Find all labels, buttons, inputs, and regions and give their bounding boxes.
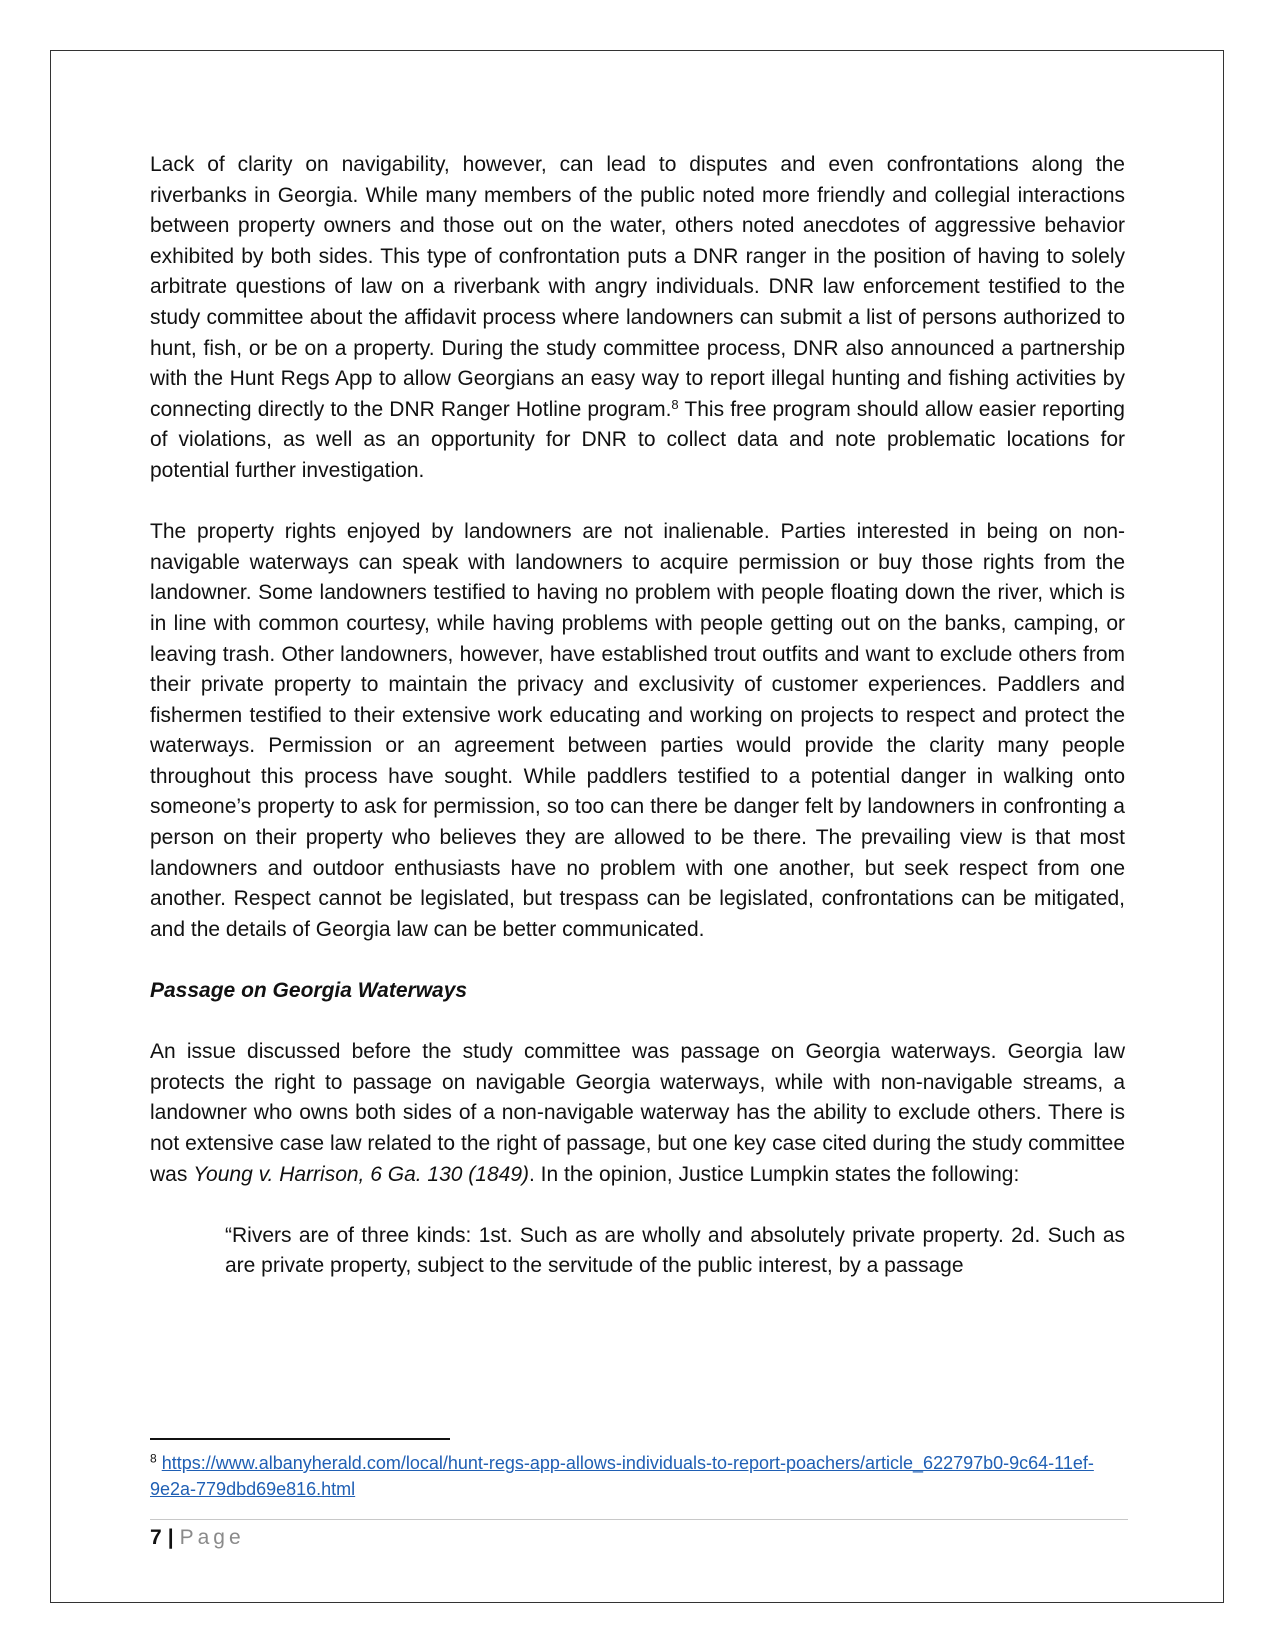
footer-divider [150, 1519, 1128, 1520]
page-footer [150, 1523, 245, 1553]
paragraph-gap [150, 1007, 1125, 1038]
block-quote: “Rivers are of three kinds: 1st. Such as are wholly and absolutely private property. 2d. Such as are private property, subject to the servitude of the public interest, by a passage [225, 1223, 1125, 1278]
paragraph-text: Lack of clarity on navigability, however, can lead to disputes and even confrontations along the riverbanks in Georgia. While many members of the public noted more friendly and collegial interactions between property owners and those out on the water, others noted anecdotes of aggressive behavior exhibited by both sides. This type of confrontation puts a DNR ranger in the position of having to solely arbitrate questions of law on a riverbank with angry individuals. DNR law enforcement testified to the study committee about the affidavit process where landowners can submit a list of persons authorized to hunt, fish, or be on a property. During the study committee process, DNR also announced a partnership with the Hunt Regs App to allow Georgians an easy way to report illegal hunting and fishing activities by connecting directly to the DNR Ranger Hotline program. [150, 153, 1125, 421]
paragraph-text-continued: . In the opinion, Justice Lumpkin states the following: [529, 1162, 1020, 1186]
footnote-marker: 8 [150, 1451, 157, 1466]
paragraph-gap [150, 487, 1125, 518]
paragraph-text-continued: This free program should allow easier reporting of violations, as well as an opportunity for DNR to collect data and note problematic locations for potential further investigation. [150, 397, 1125, 482]
case-citation: Young v. Harrison, 6 Ga. 130 (1849) [193, 1162, 529, 1186]
paragraph-text: An issue discussed before the study committee was passage on Georgia waterways. Georgia law protects the right to passage on navigable Georgia waterways, while with non-navigable streams, a landowner who owns both sides of a non-navigable waterway has the ability to exclude others. There is not extensive case law related to the right of passage, but one key case cited during the study committee was [150, 1040, 1125, 1186]
paragraph-gap [150, 945, 1125, 976]
footnote-link[interactable]: https://www.albanyherald.com/local/hunt-regs-app-allows-individuals-to-report-poachers/article_622797b0-9c64-11ef-9e2a-779dbd69e816.html [150, 1453, 1094, 1499]
page-number: 7 [150, 1526, 162, 1549]
paragraph-navigability-disputes [150, 150, 1125, 487]
footnote-reference[interactable]: 8 [671, 396, 679, 412]
section-heading: Passage on Georgia Waterways [150, 979, 468, 1003]
footer-separator: | [167, 1526, 174, 1549]
paragraph-passage [150, 1037, 1125, 1190]
paragraph-gap [150, 1190, 1125, 1221]
footnote-separator [150, 1438, 450, 1440]
page-body [150, 150, 1125, 1282]
footnote [150, 1450, 1125, 1502]
page-label: Page [179, 1526, 245, 1549]
paragraph-property-rights: The property rights enjoyed by landowners are not inalienable. Parties interested in being on non-navigable waterways can speak with landowners to acquire permission or buy those rights from the landowner. Some landowners testified to having no problem with people floating down the river, which is in line with common courtesy, while having problems with people getting out on the banks, camping, or leaving trash. Other landowners, however, have established trout outfits and want to exclude others from their private property to maintain the privacy and exclusivity of customer experiences. Paddlers and fishermen testified to their extensive work educating and working on projects to respect and protect the waterways. Permission or an agreement between parties would provide the clarity many people throughout this process have sought. While paddlers testified to a potential danger in walking onto someone’s property to ask for permission, so too can there be danger felt by landowners in confronting a person on their property who believes they are allowed to be there. The prevailing view is that most landowners and outdoor enthusiasts have no problem with one another, but seek respect from one another. Respect cannot be legislated, but trespass can be legislated, confrontations can be mitigated, and the details of Georgia law can be better communicated. [150, 520, 1125, 941]
